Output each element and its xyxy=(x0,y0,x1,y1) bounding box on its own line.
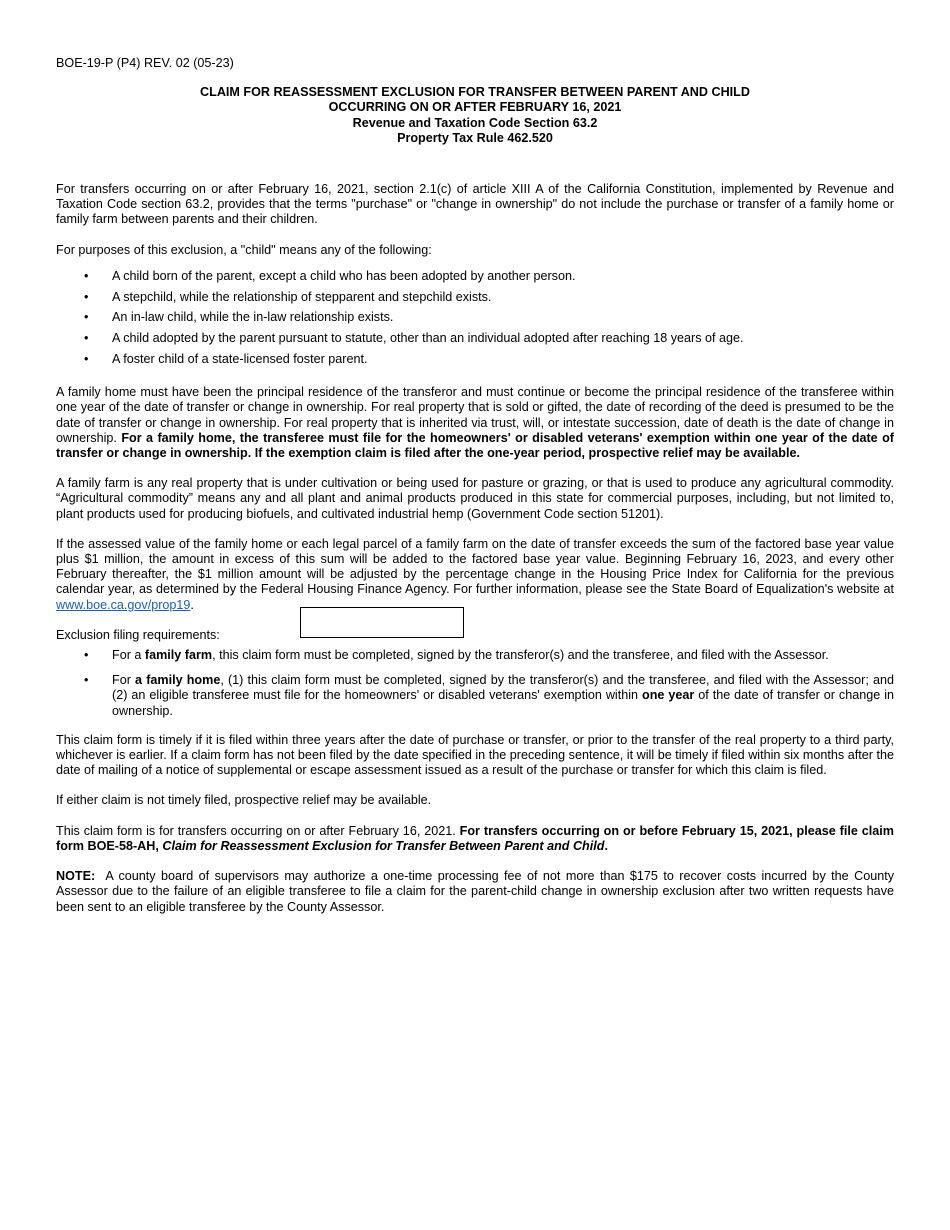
list-item: • A child born of the parent, except a child who has been adopted by another person. xyxy=(84,268,576,283)
requirements-list xyxy=(56,648,894,719)
list-item: • A child adopted by the parent pursuant to statute, other than an individual adopted after reaching 18 years of age. xyxy=(84,331,744,346)
bullet-icon: • xyxy=(84,352,89,367)
bullet-icon: • xyxy=(84,673,89,688)
bullet-icon: • xyxy=(84,310,89,325)
bullet-icon: • xyxy=(84,648,89,663)
link-highlight-box xyxy=(300,607,464,638)
page-title xyxy=(56,85,894,146)
prop19-link[interactable]: www.boe.ca.gov/prop19 xyxy=(56,597,191,612)
not-timely-paragraph: If either claim is not timely filed, prospective relief may be available. xyxy=(56,793,432,808)
claim-form-paragraph: This claim form is for transfers occurring on or after February 16, 2021. For transfers occurring on or before February 15, 2021, please file claim form BOE-58-AH, Claim for Reassessment Exclusion for Transfer Between Parent and Child. xyxy=(56,823,894,853)
list-item: • An in-law child, while the in-law relationship exists. xyxy=(84,310,394,325)
intro-paragraph: For transfers occurring on or after February 16, 2021, section 2.1(c) of article XIII A of the California Constitution, implemented by Revenue and Taxation Code section 63.2, provides that the terms "purchase" or "change in ownership" do not include the purchase or transfer of a family home or family farm between parents and their children. xyxy=(56,182,894,227)
timely-paragraph: This claim form is timely if it is filed within three years after the date of purchase or transfer, or prior to the transfer of the real property to a third party, whichever is earlier. If a claim form has not been filed by the date specified in the preceding sentence, it will be timely if filed within six months after the date of mailing of a notice of supplemental or escape assessment issued as a result of the purchase or transfer for which this claim is filed. xyxy=(56,732,894,778)
assessed-value-paragraph: If the assessed value of the family home or each legal parcel of a family farm on the date of transfer exceeds the sum of the factored base year value plus $1 million, the amount in excess of this sum will be added to the factored base year value. Beginning February 16, 2023, and every other February thereafter, the $1 million amount will be adjusted by the percentage change in the Housing Price Index for California for the previous calendar year, as determined by the Federal Housing Finance Agency. For further information, please see the State Board of Equalization's website at www.boe.ca.gov/prop19. xyxy=(56,536,894,612)
note-label: NOTE: xyxy=(56,869,96,884)
child-definition-lead: For purposes of this exclusion, a "child" means any of the following: xyxy=(56,242,432,257)
title-line-3: Revenue and Taxation Code Section 63.2 xyxy=(352,115,598,130)
bullet-icon: • xyxy=(84,268,89,283)
requirements-heading: Exclusion filing requirements: xyxy=(56,627,220,642)
list-item: • For a family home, (1) this claim form must be completed, signed by the transferor(s) and the transferee, and filed with the Assessor; and (2) an eligible transferee must file for the homeowners' or disabled veterans' exemption within one year of the date of transfer or change in ownership. xyxy=(84,673,894,718)
title-line-2: OCCURRING ON OR AFTER FEBRUARY 16, 2021 xyxy=(328,100,622,115)
family-home-paragraph: A family home must have been the principal residence of the transferor and must continue or become the principal residence of the transferee within one year of the date of transfer or change in ownership. For real property that is sold or gifted, the date of recording of the deed is presumed to be the date of transfer or change in ownership. For real property that is inherited via trust, will, or intestate succession, date of death is the date of change in ownership. For a family home, the transferee must file for the homeowners' or disabled veterans' exemption within one year of the date of transfer or change in ownership. If the exemption claim is filed after the one-year period, prospective relief may be available. xyxy=(56,385,894,461)
family-farm-paragraph: A family farm is any real property that is under cultivation or being used for pasture or grazing, or that is used to produce any agricultural commodity. “Agricultural commodity” means any and all plant and animal products produced in this state for commercial purposes, including, but not limited to, plant products used for producing biofuels, and cultivated industrial hemp (Government Code section 51201). xyxy=(56,476,894,521)
list-item: • A foster child of a state-licensed foster parent. xyxy=(84,352,368,367)
bullet-icon: • xyxy=(84,289,89,304)
list-item: • A stepchild, while the relationship of stepparent and stepchild exists. xyxy=(84,289,492,304)
title-line-1: CLAIM FOR REASSESSMENT EXCLUSION FOR TRANSFER BETWEEN PARENT AND CHILD xyxy=(200,85,750,100)
bullet-icon: • xyxy=(84,331,89,346)
document-page xyxy=(56,56,898,930)
child-list xyxy=(56,269,894,367)
note-paragraph: NOTE: A county board of supervisors may authorize a one-time processing fee of not more than $175 to recover costs incurred by the County Assessor due to the failure of an eligible transferee to file a claim for the parent-child change in ownership exclusion after two written requests have been sent to an eligible transferee by the County Assessor. xyxy=(56,869,898,914)
form-id: BOE-19-P (P4) REV. 02 (05-23) xyxy=(56,56,234,70)
list-item: • For a family farm, this claim form must be completed, signed by the transferor(s) and the transferee, and filed with the Assessor. xyxy=(84,648,829,663)
title-line-4: Property Tax Rule 462.520 xyxy=(397,130,553,145)
family-home-emphasis: For a family home, the transferee must file for the homeowners' or disabled veterans' exemption within one year of the date of transfer or change in ownership. If the exemption claim is filed after the one-year period, prospective relief may be available. xyxy=(56,430,894,461)
